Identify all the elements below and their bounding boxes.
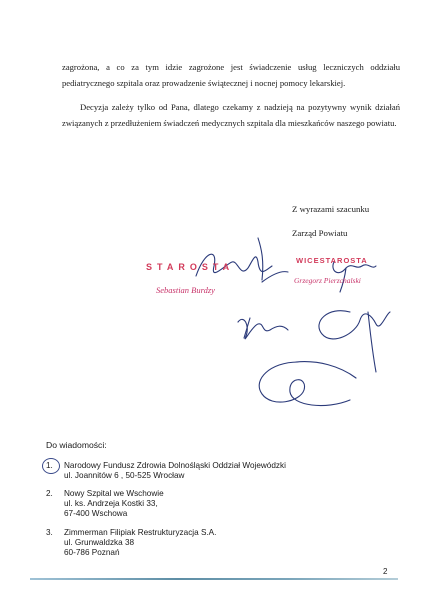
closing-signatory: Zarząd Powiatu <box>292 228 348 238</box>
stamp-name-wicestarosta: Grzegorz Pierzchalski <box>294 276 361 285</box>
letter-paragraph-2: Decyzja zależy tylko od Pana, dlatego czekamy z nadzieją na pozytywny wynik działań związanych z przedłużeniem świadczeń medycznych szpitala dla mieszkańców naszego powiatu. <box>62 102 400 128</box>
distribution-item-number: 1. <box>46 461 60 471</box>
distribution-item-number: 3. <box>46 528 53 537</box>
distribution-item-line: ul. ks. Andrzeja Kostki 33, <box>64 499 158 508</box>
distribution-item-line: Nowy Szpital we Wschowie <box>64 489 164 498</box>
letter-paragraph-1: zagrożona, a co za tym idzie zagrożone jest świadczenie usług leczniczych oddziału pediatrycznego szpitala oraz prowadzenie świątecznej i nocnej pomocy lekarskiej. <box>62 62 400 88</box>
handwritten-circle-mark <box>42 458 60 474</box>
footer-rule <box>30 578 398 580</box>
distribution-item-line: ul. Grunwaldzka 38 <box>64 538 135 547</box>
distribution-item-line: Zimmerman Filipiak Restrukturyzacja S.A. <box>64 528 217 537</box>
distribution-item-number: 2. <box>46 489 53 498</box>
stamp-name-starosta: Sebastian Burdzy <box>156 285 215 295</box>
stamp-title-starosta: STAROSTA <box>146 262 235 272</box>
distribution-item-line: 67-400 Wschowa <box>64 509 128 518</box>
distribution-item-line: ul. Joannitów 6 , 50-525 Wrocław <box>64 471 185 480</box>
page-number: 2 <box>383 567 388 576</box>
closing-greeting: Z wyrazami szacunku <box>292 204 370 214</box>
stamp-title-wicestarosta: WICESTAROSTA <box>296 256 368 265</box>
distribution-item-line: 60-786 Poznań <box>64 548 120 557</box>
distribution-heading: Do wiadomości: <box>46 440 107 450</box>
distribution-item-line: Narodowy Fundusz Zdrowia Dolnośląski Oddział Wojewódzki <box>64 461 286 470</box>
